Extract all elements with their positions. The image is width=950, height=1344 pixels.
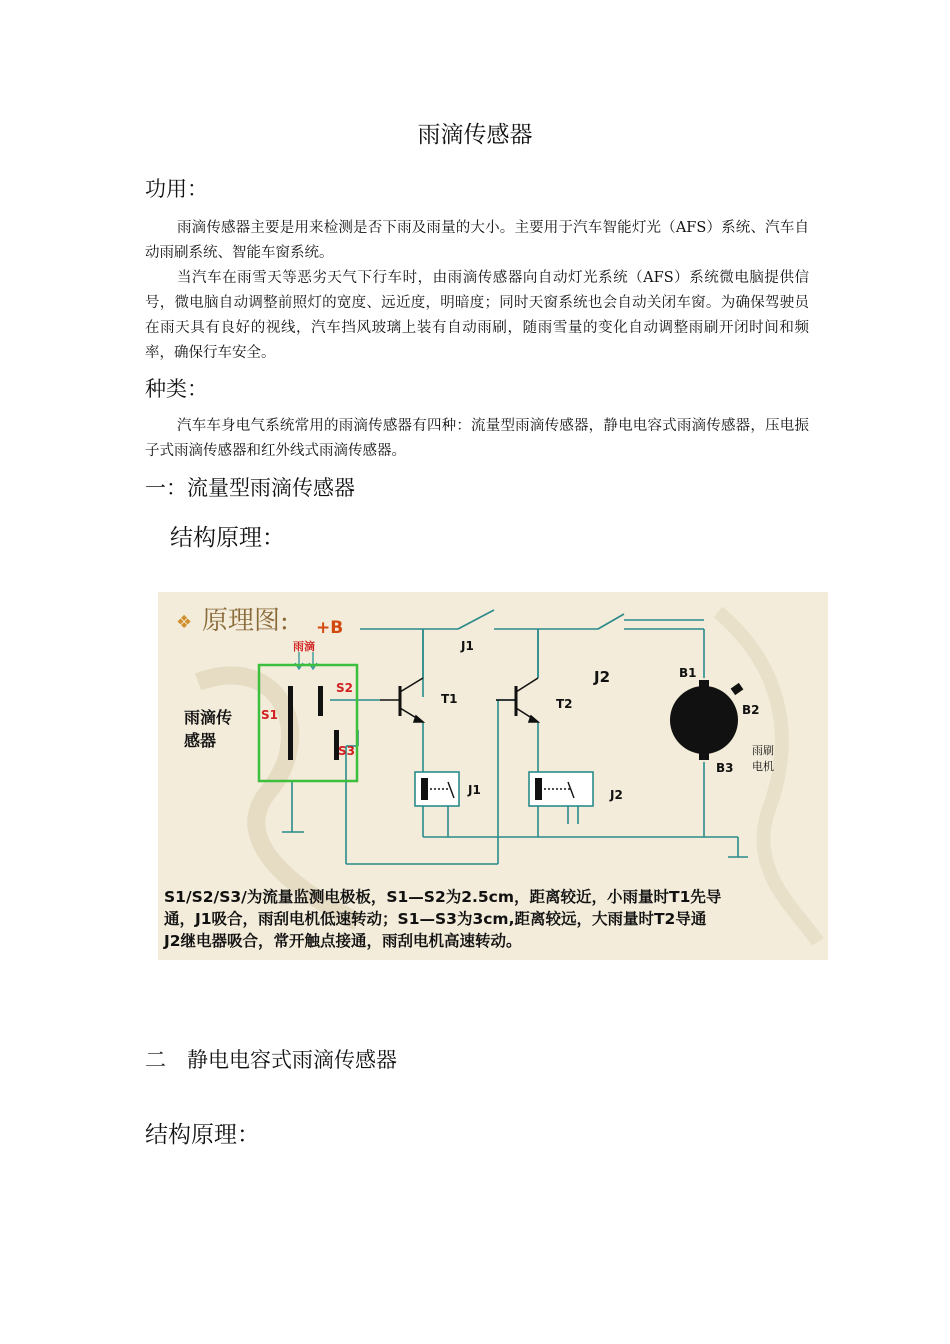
- background-brush-stroke: [718, 612, 818, 942]
- t1-label: T1: [441, 692, 458, 706]
- motor-label-line2: 电机: [752, 760, 774, 773]
- relay-j2-coil: [535, 778, 542, 800]
- s1-label: S1: [261, 708, 278, 722]
- j1-relay-label: J1: [468, 783, 481, 797]
- figure-caption-line2: 通，J1吸合，雨刮电机低速转动；S1—S3为3cm,距离较远，大雨量时T2导通: [164, 910, 707, 928]
- section-heading-function: 功用：: [145, 177, 208, 201]
- heading-capacitive-sensor: 二 静电电容式雨滴传感器: [145, 1048, 397, 1072]
- wiper-motor-icon: [670, 686, 738, 754]
- electrode-s1: [288, 686, 293, 760]
- b3-label: B3: [716, 761, 734, 775]
- j2-relay-label: J2: [610, 788, 623, 802]
- page-title: 雨滴传感器: [417, 122, 533, 148]
- sensor-label-line1: 雨滴传: [184, 708, 233, 727]
- s2-label: S2: [336, 681, 353, 695]
- figure-caption-line3: J2继电器吸合，常开触点接通，雨刮电机高速转动。: [164, 932, 522, 950]
- heading-flow-sensor: 一：流量型雨滴传感器: [145, 476, 355, 500]
- diamond-bullet-icon: ❖: [176, 612, 193, 633]
- heading-structure-principle-1: 结构原理：: [170, 525, 285, 551]
- j1-contact-label: J1: [461, 639, 474, 653]
- principle-diagram: [158, 592, 828, 960]
- electrode-s2: [318, 686, 323, 716]
- function-text: [145, 216, 809, 366]
- figure-title: 原理图:: [202, 606, 289, 636]
- j2-contact-label: J2: [594, 668, 611, 686]
- function-paragraph-2: 当汽车在雨雪天等恶劣天气下行车时，由雨滴传感器向自动灯光系统（AFS）系统微电脑提供信号，微电脑自动调整前照灯的宽度、远近度，明暗度；同时天窗系统也会自动关闭车窗。为确保驾驶员在雨天具有良好的视线，汽车挡风玻璃上装有自动雨刷，随雨雪量的变化自动调整雨刷开闭时间和频率，确保行车安全。: [145, 270, 809, 361]
- section-heading-types: 种类：: [145, 377, 208, 401]
- raindrop-arrows-icon: [295, 652, 317, 669]
- transistor-t1-icon: [380, 678, 423, 722]
- heading-structure-principle-2: 结构原理：: [145, 1122, 260, 1148]
- b2-label: B2: [742, 703, 760, 717]
- motor-terminal-b2: [731, 683, 744, 695]
- b1-label: B1: [679, 666, 697, 680]
- transistor-t2-icon: [496, 678, 538, 722]
- motor-label-line1: 雨刷: [752, 744, 774, 757]
- s3-label: S3: [338, 744, 355, 758]
- function-paragraph-1: 雨滴传感器主要是用来检测是否下雨及雨量的大小。主要用于汽车智能灯光（AFS）系统、汽车自动雨刷系统、智能车窗系统。: [145, 220, 809, 261]
- figure-caption-line1: S1/S2/S3/为流量监测电极板，S1—S2为2.5cm，距离较近，小雨量时T1先导: [164, 888, 722, 906]
- raindrop-label: 雨滴: [293, 640, 315, 653]
- types-text: [145, 414, 809, 464]
- relay-j1-coil: [421, 778, 428, 800]
- motor-terminal-b3: [699, 752, 709, 760]
- motor-terminal-b1: [699, 680, 709, 688]
- t2-label: T2: [556, 697, 573, 711]
- circuit-diagram: [158, 592, 828, 960]
- types-paragraph: 汽车车身电气系统常用的雨滴传感器有四种：流量型雨滴传感器，静电电容式雨滴传感器，压电振子式雨滴传感器和红外线式雨滴传感器。: [145, 418, 809, 459]
- sensor-label-line2: 感器: [184, 731, 217, 750]
- plus-b-label: +B: [316, 618, 344, 638]
